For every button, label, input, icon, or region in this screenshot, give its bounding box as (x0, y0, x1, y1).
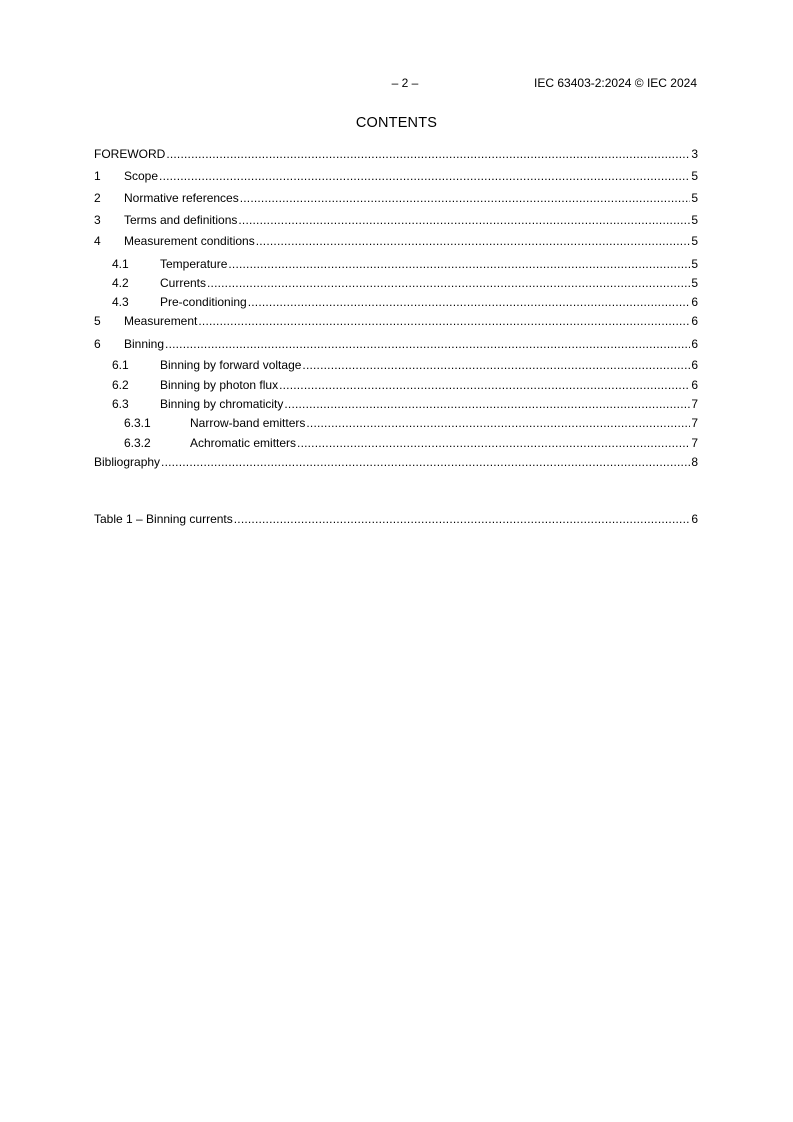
toc-entry-title: Binning (124, 337, 165, 351)
toc-entry-title: Binning by forward voltage (160, 358, 302, 372)
toc-entry-title: Temperature (160, 257, 228, 271)
toc-entry-number: 6.2 (112, 378, 129, 392)
toc-entry-title: Currents (160, 276, 207, 290)
dot-leader (240, 191, 691, 205)
toc-entry-pre-conditioning[interactable] (94, 293, 698, 309)
toc-entry-currents[interactable] (94, 274, 698, 290)
toc-entry-bibliography[interactable] (94, 453, 698, 469)
toc-entry-number: 3 (94, 213, 101, 227)
toc-entry-number: 2 (94, 191, 101, 205)
toc-entry-achromatic-emitters[interactable] (94, 434, 698, 450)
toc-entry-page: 5 (691, 169, 698, 183)
toc-entry-page: 6 (691, 295, 698, 309)
toc-entry-page: 5 (691, 276, 698, 290)
toc-entry-number: 1 (94, 169, 101, 183)
toc-entry-page: 5 (691, 234, 698, 248)
toc-entry-page: 5 (691, 257, 698, 271)
toc-entry-number: 6.3.1 (124, 416, 151, 430)
dot-leader (297, 436, 690, 450)
toc-entry-page: 6 (691, 337, 698, 351)
toc-entry-number: 4.1 (112, 257, 129, 271)
dot-leader (198, 314, 690, 328)
dot-leader (256, 234, 691, 248)
dot-leader (228, 257, 690, 271)
toc-entry-page: 3 (691, 147, 698, 161)
toc-entry-number: 6 (94, 337, 101, 351)
toc-entry-title: Normative references (124, 191, 239, 205)
toc-entry-measurement[interactable] (94, 312, 698, 328)
dot-leader (279, 378, 690, 392)
toc-entry-measurement-conditions[interactable] (94, 232, 698, 248)
dot-leader (248, 295, 691, 309)
toc-entry-title: Binning by photon flux (160, 378, 279, 392)
table-list-entry-title: Table 1 – Binning currents (94, 512, 233, 526)
toc-entry-scope[interactable] (94, 167, 698, 183)
table-list-entry-page: 6 (691, 512, 698, 526)
toc-entry-page: 8 (691, 455, 698, 469)
toc-entry-title: Narrow-band emitters (190, 416, 306, 430)
dot-leader (284, 397, 690, 411)
toc-entry-title: Measurement (124, 314, 198, 328)
toc-entry-number: 6.3 (112, 397, 129, 411)
toc-entry-number: 6.3.2 (124, 436, 151, 450)
toc-entry-page: 5 (691, 191, 698, 205)
toc-entry-temperature[interactable] (94, 255, 698, 271)
dot-leader (234, 512, 691, 526)
toc-entry-title: Pre-conditioning (160, 295, 247, 309)
toc-entry-number: 4 (94, 234, 101, 248)
toc-entry-binning-photon-flux[interactable] (94, 376, 698, 392)
toc-entry-title: FOREWORD (94, 147, 166, 161)
toc-entry-page: 7 (691, 416, 698, 430)
toc-entry-binning[interactable] (94, 335, 698, 351)
toc-entry-page: 6 (691, 358, 698, 372)
toc-entry-title: Scope (124, 169, 159, 183)
toc-entry-foreword[interactable] (94, 145, 698, 161)
toc-entry-title: Binning by chromaticity (160, 397, 284, 411)
toc-entry-page: 6 (691, 378, 698, 392)
toc-entry-title: Terms and definitions (124, 213, 238, 227)
table-list-entry[interactable] (94, 510, 698, 526)
dot-leader (161, 455, 690, 469)
dot-leader (207, 276, 690, 290)
dot-leader (238, 213, 690, 227)
document-reference: IEC 63403-2:2024 © IEC 2024 (534, 76, 697, 90)
dot-leader (166, 147, 690, 161)
toc-entry-number: 4.2 (112, 276, 129, 290)
toc-entry-page: 7 (691, 397, 698, 411)
toc-entry-binning-chromaticity[interactable] (94, 395, 698, 411)
toc-entry-terms-and-definitions[interactable] (94, 211, 698, 227)
page-number: – 2 – (391, 76, 419, 90)
dot-leader (302, 358, 690, 372)
toc-entry-title: Achromatic emitters (190, 436, 297, 450)
dot-leader (159, 169, 690, 183)
dot-leader (165, 337, 690, 351)
toc-entry-number: 6.1 (112, 358, 129, 372)
toc-entry-normative-references[interactable] (94, 189, 698, 205)
contents-title: CONTENTS (355, 115, 438, 131)
toc-entry-title: Measurement conditions (124, 234, 255, 248)
toc-entry-number: 5 (94, 314, 101, 328)
toc-entry-title: Bibliography (94, 455, 161, 469)
toc-entry-page: 7 (691, 436, 698, 450)
dot-leader (306, 416, 690, 430)
toc-entry-narrow-band-emitters[interactable] (94, 414, 698, 430)
toc-entry-page: 5 (691, 213, 698, 227)
toc-entry-number: 4.3 (112, 295, 129, 309)
toc-entry-page: 6 (691, 314, 698, 328)
toc-entry-binning-forward-voltage[interactable] (94, 356, 698, 372)
